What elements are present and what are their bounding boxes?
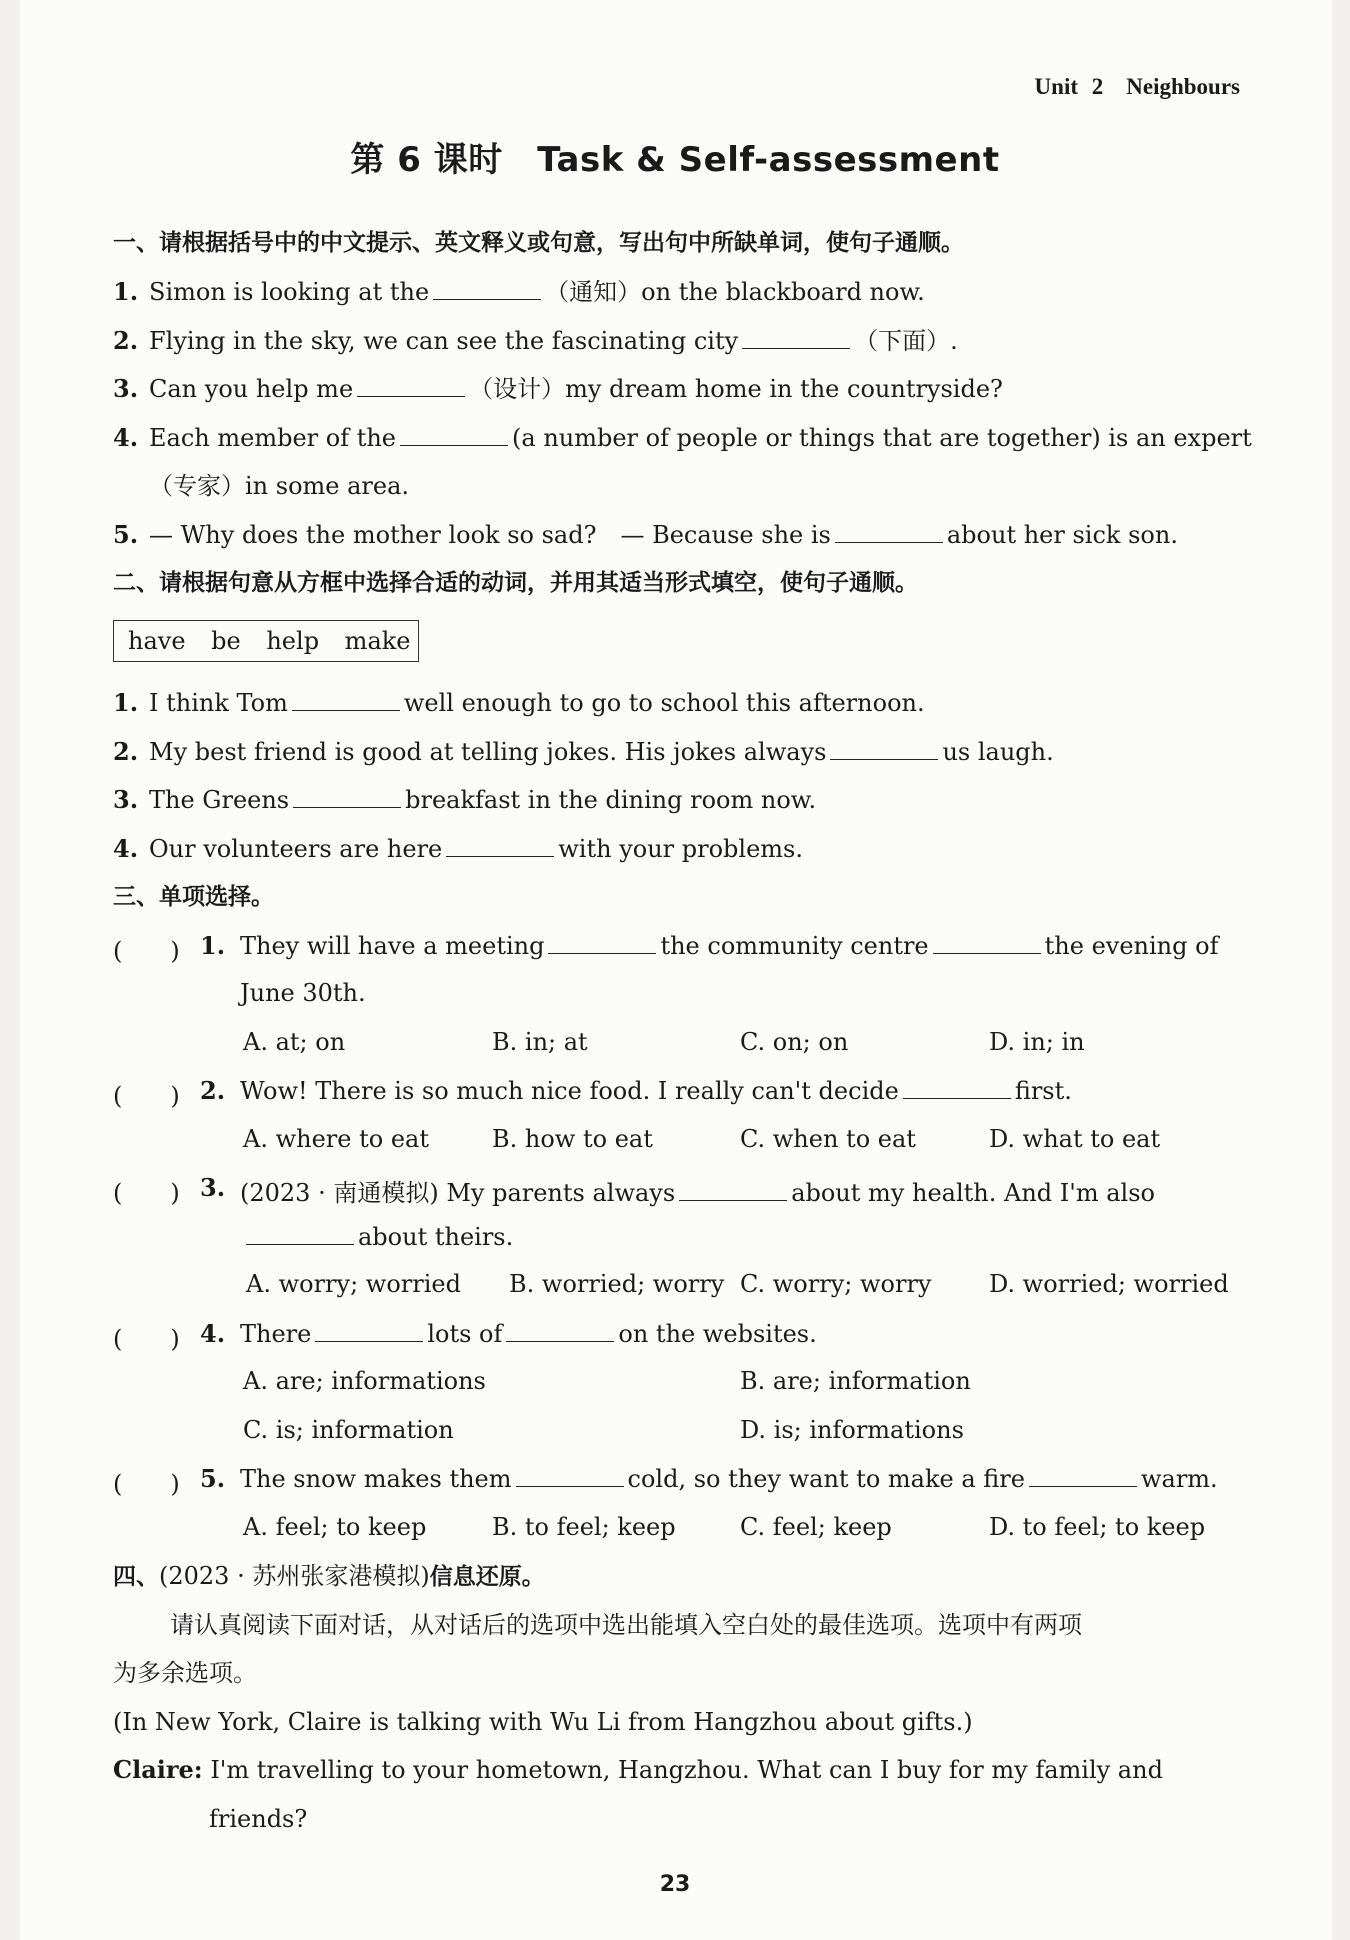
answer-blank[interactable] xyxy=(1029,1464,1137,1487)
option-a[interactable]: A. at; on xyxy=(243,1028,346,1056)
page-title: 第 6 课时 Task & Self-assessment xyxy=(350,140,1000,180)
instructions-line-2: 为多余选项。 xyxy=(113,1659,257,1687)
s2-item-4: 4. Our volunteers are here with your problems. xyxy=(113,834,803,863)
q4-text: There lots of on the websites. xyxy=(240,1320,817,1348)
option-d[interactable]: D. worried; worried xyxy=(989,1270,1229,1298)
question-number: 5. xyxy=(200,1464,226,1493)
option-a[interactable]: A. worry; worried xyxy=(246,1270,461,1298)
answer-blank[interactable] xyxy=(246,1222,354,1245)
answer-blank[interactable] xyxy=(835,520,943,543)
answer-blank[interactable] xyxy=(292,688,400,711)
answer-blank[interactable] xyxy=(357,374,465,397)
option-d[interactable]: D. what to eat xyxy=(989,1125,1161,1153)
dialogue-line-cont: friends? xyxy=(209,1805,308,1833)
option-a[interactable]: A. are; informations xyxy=(243,1367,486,1395)
option-d[interactable]: D. is; informations xyxy=(740,1416,964,1444)
word-box: have be help make xyxy=(113,620,419,662)
s1-item-4: 4. Each member of the (a number of people or things that are together) is an expert xyxy=(113,423,1252,452)
option-b[interactable]: B. are; information xyxy=(740,1367,971,1395)
answer-blank[interactable] xyxy=(506,1319,614,1342)
dialogue-line-claire: Claire: I'm travelling to your hometown, Hangzhou. What can I buy for my family and xyxy=(113,1755,1163,1784)
option-b[interactable]: B. in; at xyxy=(492,1028,588,1056)
s1-item-4-cont: （专家）in some area. xyxy=(149,472,410,500)
answer-blank[interactable] xyxy=(446,834,554,857)
answer-blank[interactable] xyxy=(830,737,938,760)
answer-blank[interactable] xyxy=(548,931,656,954)
option-b[interactable]: B. to feel; keep xyxy=(492,1513,676,1541)
s1-item-1: 1. Simon is looking at the （通知）on the blackboard now. xyxy=(113,277,925,306)
option-d[interactable]: D. to feel; to keep xyxy=(989,1513,1206,1541)
section-2-heading: 二、请根据句意从方框中选择合适的动词，并用其适当形式填空，使句子通顺。 xyxy=(113,570,918,596)
instructions-line-1: 请认真阅读下面对话，从对话后的选项中选出能填入空白处的最佳选项。选项中有两项 xyxy=(170,1611,1082,1639)
answer-blank[interactable] xyxy=(293,785,401,808)
dialogue-scene: (In New York, Claire is talking with Wu Li from Hangzhou about gifts.) xyxy=(113,1708,973,1736)
q5-text: The snow makes them cold, so they want to make a fire warm. xyxy=(240,1465,1218,1493)
answer-parentheses[interactable]: ( ) xyxy=(113,1082,180,1110)
q3-text-cont: about theirs. xyxy=(240,1222,1240,1251)
option-b[interactable]: B. how to eat xyxy=(492,1125,653,1153)
option-c[interactable]: C. when to eat xyxy=(740,1125,916,1153)
answer-parentheses[interactable]: ( ) xyxy=(113,937,180,965)
question-number: 1. xyxy=(200,931,226,960)
answer-blank[interactable] xyxy=(903,1076,1011,1099)
s2-item-3: 3. The Greens breakfast in the dining room now. xyxy=(113,785,817,814)
page-number: 23 xyxy=(659,1872,691,1897)
section-1-heading: 一、请根据括号中的中文提示、英文释义或句意，写出句中所缺单词，使句子通顺。 xyxy=(113,230,964,256)
section-4-heading: 四、(2023 · 苏州张家港模拟)信息还原。 xyxy=(113,1562,545,1590)
option-c[interactable]: C. is; information xyxy=(243,1416,454,1444)
option-b[interactable]: B. worried; worry xyxy=(509,1270,725,1298)
s2-item-2: 2. My best friend is good at telling jokes. His jokes always us laugh. xyxy=(113,737,1054,766)
answer-parentheses[interactable]: ( ) xyxy=(113,1470,180,1498)
answer-blank[interactable] xyxy=(679,1178,787,1201)
question-number: 4. xyxy=(200,1319,226,1348)
q3-text: (2023 · 南通模拟) My parents always about my health. And I'm also xyxy=(240,1179,1155,1207)
question-number: 2. xyxy=(200,1076,226,1105)
q1-text: They will have a meeting the community centre the evening of xyxy=(240,932,1219,960)
answer-blank[interactable] xyxy=(315,1319,423,1342)
option-a[interactable]: A. feel; to keep xyxy=(243,1513,427,1541)
answer-parentheses[interactable]: ( ) xyxy=(113,1325,180,1353)
s1-item-5: 5. — Why does the mother look so sad? — Because she is about her sick son. xyxy=(113,520,1178,549)
answer-blank[interactable] xyxy=(516,1464,624,1487)
q2-text: Wow! There is so much nice food. I really can't decide first. xyxy=(240,1077,1072,1105)
answer-blank[interactable] xyxy=(742,326,850,349)
speaker-name: Claire: xyxy=(113,1755,203,1784)
answer-blank[interactable] xyxy=(433,277,541,300)
option-c[interactable]: C. feel; keep xyxy=(740,1513,892,1541)
option-d[interactable]: D. in; in xyxy=(989,1028,1085,1056)
q1-text-cont: June 30th. xyxy=(240,979,366,1007)
question-number: 3. xyxy=(200,1173,226,1202)
answer-parentheses[interactable]: ( ) xyxy=(113,1179,180,1207)
s1-item-3: 3. Can you help me （设计）my dream home in the countryside? xyxy=(113,374,1003,403)
s2-item-1: 1. I think Tom well enough to go to school this afternoon. xyxy=(113,688,925,717)
option-c[interactable]: C. worry; worry xyxy=(740,1270,932,1298)
unit-header: Unit 2 Neighbours xyxy=(1034,74,1240,99)
option-c[interactable]: C. on; on xyxy=(740,1028,849,1056)
answer-blank[interactable] xyxy=(933,931,1041,954)
option-a[interactable]: A. where to eat xyxy=(243,1125,429,1153)
s1-item-2: 2. Flying in the sky, we can see the fascinating city （下面）. xyxy=(113,326,958,355)
answer-blank[interactable] xyxy=(400,423,508,446)
section-3-heading: 三、单项选择。 xyxy=(113,884,274,910)
